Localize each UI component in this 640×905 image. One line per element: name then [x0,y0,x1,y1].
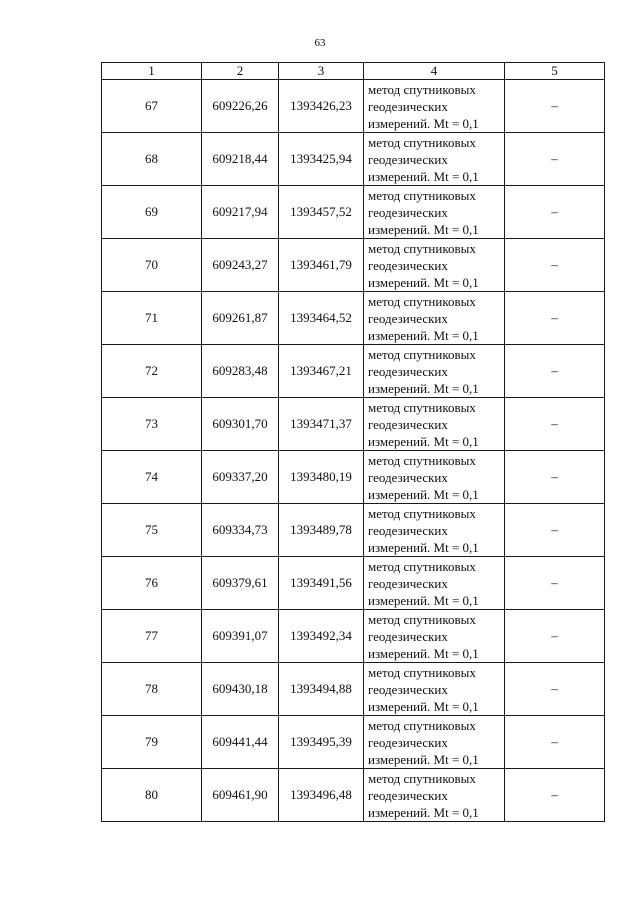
header-cell-5: 5 [505,63,605,80]
point-number: 75 [102,504,202,557]
method-line-2: геодезических [368,310,448,326]
method-description [364,663,505,716]
method-line-3: измерений. Mt = 0,1 [368,539,479,555]
method-description [364,80,505,133]
method-line-1: метод спутниковых [368,240,476,256]
table-row [102,133,605,186]
table-header-row [102,63,605,80]
method-description [364,133,505,186]
column-5-value: – [505,133,605,186]
page-number: 63 [314,37,326,49]
method-line-1: метод спутниковых [368,346,476,362]
coordinate-x: 609337,20 [202,451,279,504]
method-line-3: измерений. Mt = 0,1 [368,804,479,820]
method-line-2: геодезических [368,257,448,273]
point-number: 69 [102,186,202,239]
header-cell-4: 4 [364,63,505,80]
table-row [102,292,605,345]
method-line-1: метод спутниковых [368,611,476,627]
method-line-2: геодезических [368,151,448,167]
column-5-value: – [505,345,605,398]
coordinate-y: 1393461,79 [279,239,364,292]
table-row [102,451,605,504]
coordinate-y: 1393426,23 [279,80,364,133]
table-row [102,769,605,822]
point-number: 78 [102,663,202,716]
coordinate-x: 609334,73 [202,504,279,557]
method-line-3: измерений. Mt = 0,1 [368,274,479,290]
method-description [364,610,505,663]
column-5-value: – [505,292,605,345]
method-line-3: измерений. Mt = 0,1 [368,698,479,714]
method-line-3: измерений. Mt = 0,1 [368,645,479,661]
method-line-2: геодезических [368,469,448,485]
method-description [364,716,505,769]
table-row [102,186,605,239]
method-description [364,504,505,557]
coordinate-x: 609379,61 [202,557,279,610]
method-line-2: геодезических [368,98,448,114]
coordinate-x: 609217,94 [202,186,279,239]
coordinates-table [101,62,605,822]
column-5-value: – [505,239,605,292]
method-line-3: измерений. Mt = 0,1 [368,433,479,449]
header-cell-3: 3 [279,63,364,80]
table-row [102,610,605,663]
method-line-1: метод спутниковых [368,558,476,574]
coordinate-y: 1393480,19 [279,451,364,504]
method-description [364,186,505,239]
point-number: 76 [102,557,202,610]
point-number: 77 [102,610,202,663]
method-line-3: измерений. Mt = 0,1 [368,592,479,608]
header-cell-1: 1 [102,63,202,80]
method-line-3: измерений. Mt = 0,1 [368,221,479,237]
coordinate-x: 609301,70 [202,398,279,451]
column-5-value: – [505,610,605,663]
coordinate-y: 1393496,48 [279,769,364,822]
method-line-3: измерений. Mt = 0,1 [368,380,479,396]
method-description [364,557,505,610]
method-line-1: метод спутниковых [368,505,476,521]
table-row [102,80,605,133]
method-line-3: измерений. Mt = 0,1 [368,486,479,502]
coordinate-x: 609391,07 [202,610,279,663]
point-number: 68 [102,133,202,186]
column-5-value: – [505,504,605,557]
coordinate-y: 1393491,56 [279,557,364,610]
method-line-1: метод спутниковых [368,81,476,97]
coordinate-x: 609226,26 [202,80,279,133]
coordinate-y: 1393492,34 [279,610,364,663]
coordinate-y: 1393471,37 [279,398,364,451]
method-description [364,769,505,822]
column-5-value: – [505,80,605,133]
coordinate-y: 1393425,94 [279,133,364,186]
method-line-2: геодезических [368,522,448,538]
coordinate-y: 1393457,52 [279,186,364,239]
column-5-value: – [505,557,605,610]
method-description [364,345,505,398]
point-number: 71 [102,292,202,345]
point-number: 73 [102,398,202,451]
method-line-3: измерений. Mt = 0,1 [368,327,479,343]
coordinate-y: 1393494,88 [279,663,364,716]
method-line-1: метод спутниковых [368,187,476,203]
column-5-value: – [505,186,605,239]
method-line-1: метод спутниковых [368,293,476,309]
point-number: 79 [102,716,202,769]
method-description [364,398,505,451]
method-line-3: измерений. Mt = 0,1 [368,168,479,184]
coordinate-x: 609218,44 [202,133,279,186]
method-line-1: метод спутниковых [368,399,476,415]
point-number: 74 [102,451,202,504]
method-line-1: метод спутниковых [368,770,476,786]
table-row [102,239,605,292]
method-line-2: геодезических [368,734,448,750]
coordinate-y: 1393489,78 [279,504,364,557]
method-line-3: измерений. Mt = 0,1 [368,751,479,767]
column-5-value: – [505,451,605,504]
coordinate-x: 609430,18 [202,663,279,716]
table-row [102,557,605,610]
method-description [364,451,505,504]
point-number: 70 [102,239,202,292]
coordinate-x: 609461,90 [202,769,279,822]
coordinate-x: 609283,48 [202,345,279,398]
point-number: 80 [102,769,202,822]
method-description [364,292,505,345]
method-line-2: геодезических [368,363,448,379]
coordinate-y: 1393495,39 [279,716,364,769]
point-number: 67 [102,80,202,133]
column-5-value: – [505,663,605,716]
table-row [102,345,605,398]
method-line-3: измерений. Mt = 0,1 [368,115,479,131]
point-number: 72 [102,345,202,398]
column-5-value: – [505,398,605,451]
column-5-value: – [505,716,605,769]
coordinate-y: 1393464,52 [279,292,364,345]
method-line-1: метод спутниковых [368,452,476,468]
method-line-2: геодезических [368,416,448,432]
coordinate-x: 609243,27 [202,239,279,292]
table-row [102,398,605,451]
coordinate-y: 1393467,21 [279,345,364,398]
method-line-2: геодезических [368,628,448,644]
table-row [102,504,605,557]
method-line-1: метод спутниковых [368,717,476,733]
method-line-1: метод спутниковых [368,664,476,680]
table-row [102,716,605,769]
method-line-1: метод спутниковых [368,134,476,150]
method-line-2: геодезических [368,681,448,697]
method-description [364,239,505,292]
coordinate-x: 609441,44 [202,716,279,769]
column-5-value: – [505,769,605,822]
coordinate-x: 609261,87 [202,292,279,345]
method-line-2: геодезических [368,575,448,591]
header-cell-2: 2 [202,63,279,80]
method-line-2: геодезических [368,787,448,803]
method-line-2: геодезических [368,204,448,220]
table-row [102,663,605,716]
